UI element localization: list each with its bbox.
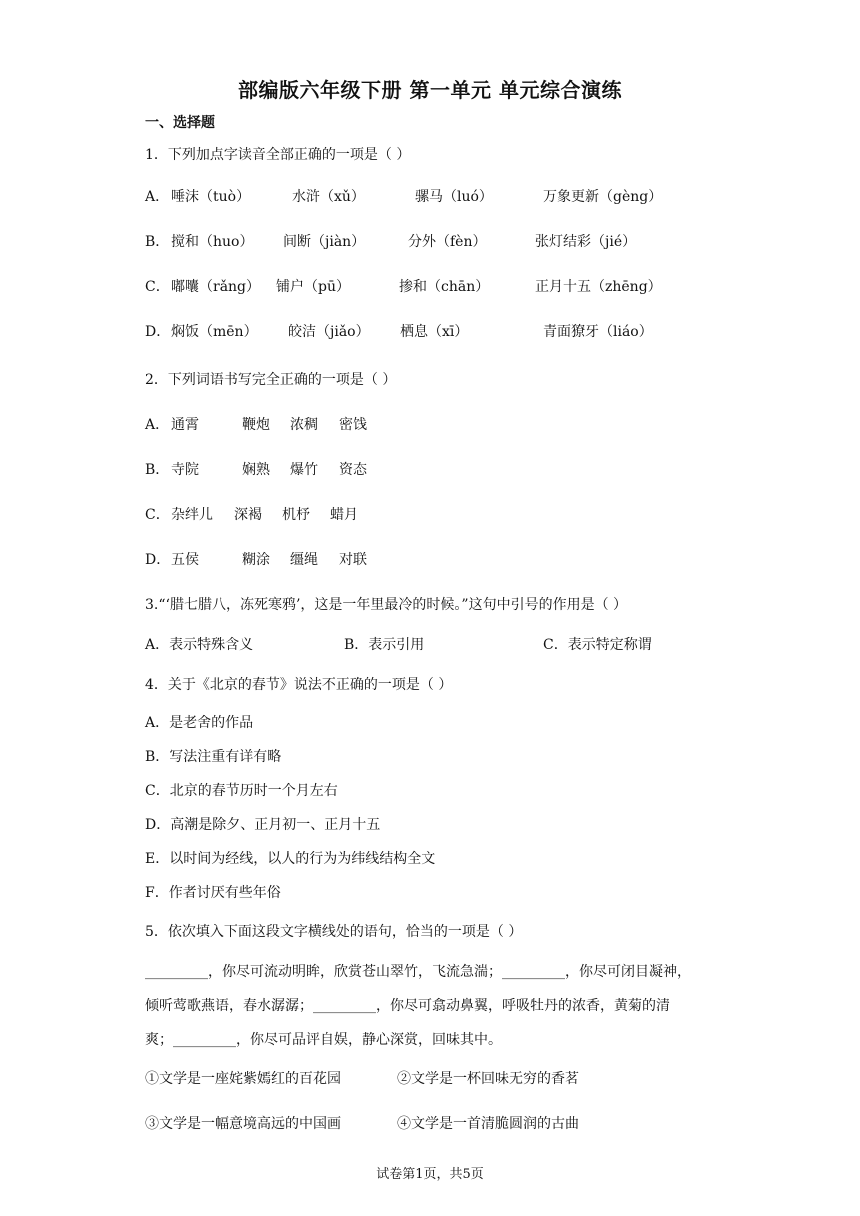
question-3-option-b: B．表示引用 [344,637,425,653]
option-item: 搅和（huo） [171,234,254,250]
question-5-stem: 5．依次填入下面这段文字横线处的语句，恰当的一项是（ ） [145,924,523,940]
question-4-option-d: D．高潮是除夕、正月初一、正月十五 [145,817,381,833]
question-4-option-b: B．写法注重有详有略 [145,749,282,765]
question-4-option-e: E．以时间为经线，以人的行为为纬线结构全文 [145,851,436,867]
option-item: 焖饭（mēn） [171,324,258,340]
section-heading: 一、选择题 [145,115,215,131]
option-label: B． [145,234,170,250]
option-label: D． [145,552,171,568]
option-item: 通霄 [171,417,199,433]
option-item: 五侯 [171,552,199,568]
question-3-stem: 3.“‘腊七腊八，冻死寒鸦’，这是一年里最冷的时候。”这句中引号的作用是（ ） [145,597,628,613]
option-item: 万象更新（gèng） [543,189,663,205]
option-item: 分外（fèn） [408,234,487,250]
question-5-choice-2: ②文学是一杯回味无穷的香茗 [397,1071,579,1087]
option-item: 嘟囔（rǎng） [171,279,261,295]
option-item: 寺院 [171,462,199,478]
option-item: 骡马（luó） [415,189,493,205]
option-item: 唾沫（tuò） [171,189,251,205]
question-2-stem: 2．下列词语书写完全正确的一项是（ ） [145,372,397,388]
option-label: A． [145,417,170,433]
option-item: 水浒（xǔ） [292,189,365,205]
question-4-option-a: A．是老舍的作品 [145,715,254,731]
question-5-choice-3: ③文学是一幅意境高远的中国画 [145,1116,341,1132]
option-item: 资态 [339,462,367,478]
option-item: 缰绳 [290,552,318,568]
question-4-stem: 4．关于《北京的春节》说法不正确的一项是（ ） [145,677,453,693]
option-item: 皎洁（jiǎo） [288,324,370,340]
option-item: 鞭炮 [242,417,270,433]
option-item: 对联 [339,552,367,568]
option-item: 掺和（chān） [399,279,490,295]
question-3-option-c: C．表示特定称谓 [543,637,652,653]
option-item: 密饯 [339,417,367,433]
option-item: 正月十五（zhēng） [535,279,662,295]
option-item: 铺户（pū） [276,279,350,295]
option-item: 浓稠 [290,417,318,433]
page-footer: 试卷第1页，共5页 [376,1167,484,1182]
option-label: B． [145,462,170,478]
option-label: C． [145,279,170,295]
option-item: 青面獠牙（liáo） [543,324,653,340]
question-5-passage-line: 爽；_________，你尽可品评自娱，静心深赏，回味其中。 [145,1032,502,1048]
option-item: 间断（jiàn） [283,234,366,250]
question-5-choice-4: ④文学是一首清脆圆润的古曲 [397,1116,579,1132]
question-5-choice-1: ①文学是一座姹紫嫣红的百花园 [145,1071,341,1087]
option-item: 糊涂 [242,552,270,568]
option-item: 张灯结彩（jié） [535,234,637,250]
option-item: 娴熟 [242,462,270,478]
option-item: 杂绊儿 [171,507,213,523]
option-label: C． [145,507,170,523]
option-item: 爆竹 [290,462,318,478]
question-4-option-f: F．作者讨厌有些年俗 [145,885,281,901]
option-item: 深褐 [234,507,262,523]
question-5-passage-line: 倾听莺歌燕语，春水潺潺；_________，你尽可翕动鼻翼，呼吸牡丹的浓香，黄菊的清 [145,998,670,1014]
question-5-passage-line: _________，你尽可流动明眸，欣赏苍山翠竹，飞流急湍；_________，你尽可闭目凝神， [145,964,691,980]
question-1-stem: 1．下列加点字读音全部正确的一项是（ ） [145,147,411,163]
question-3-option-a: A．表示特殊含义 [145,637,254,653]
option-label: A． [145,189,170,205]
option-item: 蜡月 [330,507,358,523]
question-4-option-c: C．北京的春节历时一个月左右 [145,783,338,799]
option-item: 栖息（xī） [400,324,469,340]
page-title: 部编版六年级下册 第一单元 单元综合演练 [238,78,622,102]
option-label: D． [145,324,171,340]
option-item: 机杼 [282,507,310,523]
